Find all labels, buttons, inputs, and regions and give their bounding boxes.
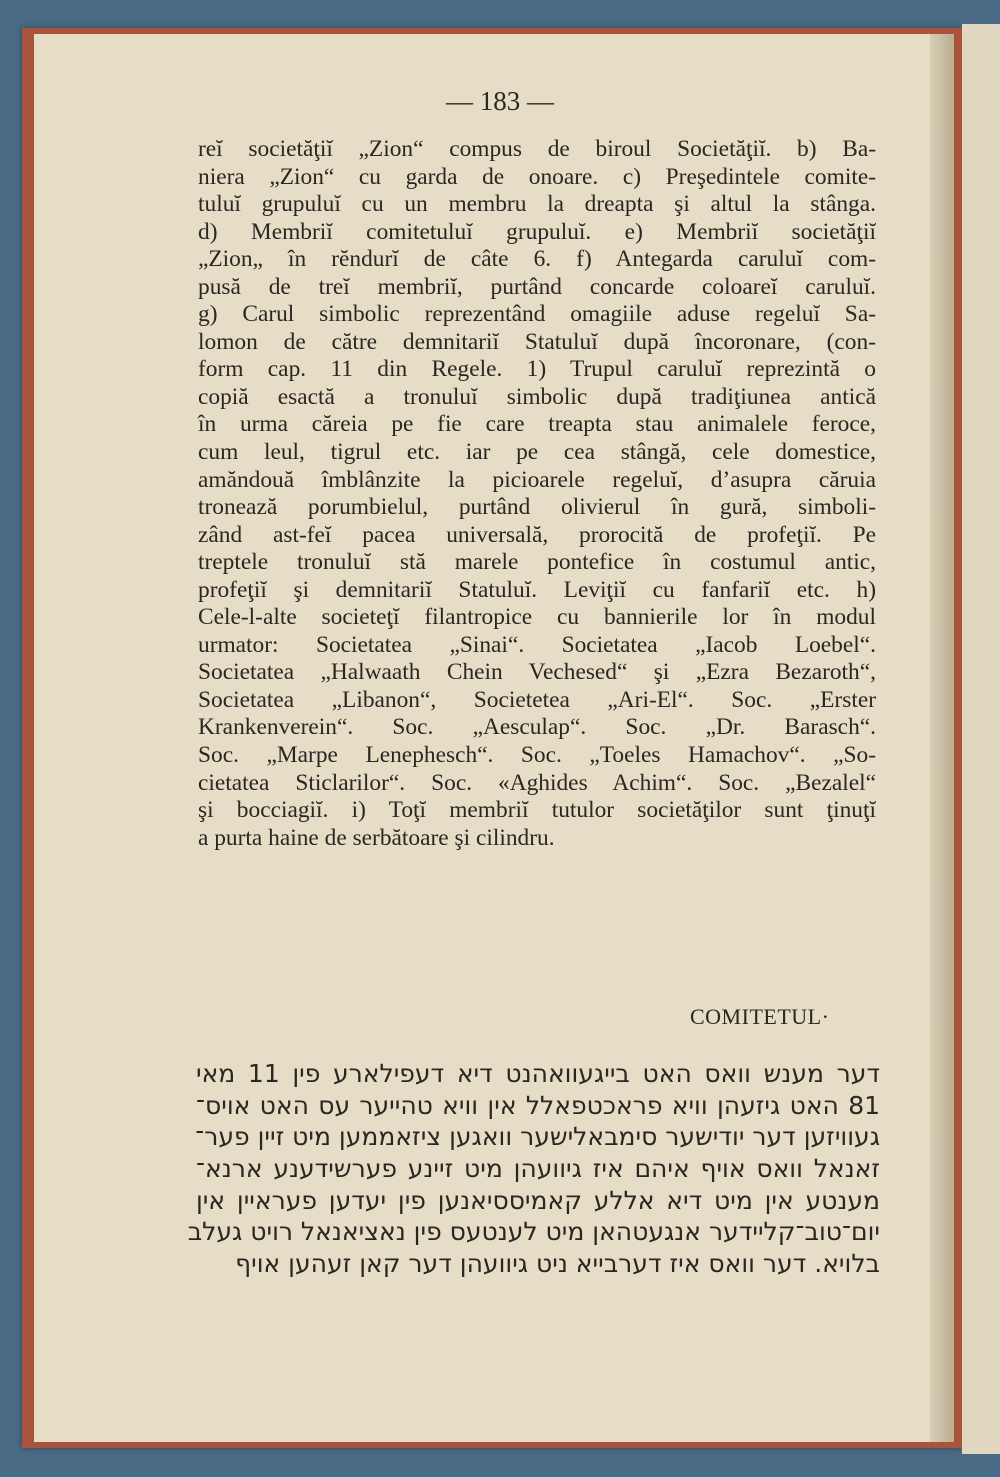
text-line: דער מענש וואס האט בייגעוואהנט דיא דעפילארע פין 11 מאי <box>196 1059 880 1088</box>
text-line: d) Membriĭ comitetuluĭ grupuluĭ. e) Membriĭ societăţiĭ <box>198 218 876 245</box>
text-line: zând ast-feĭ pacea universală, prorocită de profeţiĭ. Pe <box>198 521 876 548</box>
page-gutter <box>930 34 954 1442</box>
text-line: געוויזען דער יודישער סימבאלישער וואגען ציזאממען מיט זיין פער־ <box>195 1122 880 1152</box>
text-line: urmator: Societatea „Sinai“. Societatea „Iacob Loebel“. <box>198 631 876 658</box>
text-line: Societatea „Libanon“, Societetea „Ari-El“. Soc. „Erster <box>198 686 876 713</box>
text-line: 81 האט גיזעהן וויא פראכטפאלל אין וויא טהייער עס האט אויס־ <box>196 1090 880 1120</box>
page-number: — 183 — <box>446 86 554 116</box>
text-line: Societatea „Halwaath Chein Vechesed“ şi „Ezra Bezaroth“, <box>198 659 876 686</box>
romanian-paragraph <box>198 136 876 852</box>
signature-comitetul: COMITETUL· <box>690 1004 830 1029</box>
text-line: יום־טוב־קליידער אנגעטהאן מיט לענטעס פין נאציאנאל רויט געלב <box>187 1217 880 1247</box>
text-line: amăndouă îmblânzite la picioarele regeluĭ, d’asupra căruia <box>198 466 876 493</box>
text-line: şi bocciagiĭ. i) Toţĭ membriĭ tutulor societăţilor sunt ţinuţĭ <box>198 797 876 824</box>
text-line: lomon de către demnitariĭ Statuluĭ după încoronare, (con- <box>198 328 876 355</box>
text-line: tronează porumbielul, purtând olivierul în gură, simboli- <box>198 494 876 521</box>
text-line: a purta haine de serbătoare şi cilindru. <box>198 824 555 851</box>
text-line: form cap. 11 din Regele. 1) Trupul caruluĭ reprezintă o <box>198 356 876 383</box>
text-line: copiă esactă a tronuluĭ simbolic după tradiţiunea antică <box>198 383 876 410</box>
text-line: Cele-l-alte societeţĭ filantropice cu bannierile lor în modul <box>198 604 876 631</box>
text-line: מענטע אין מיט דיא אללע קאמיססיאנען פין יעדען פעראיין אין <box>196 1185 880 1215</box>
text-line: cietatea Sticlarilor“. Soc. «Aghides Achim“. Soc. „Bezalel“ <box>198 769 876 796</box>
text-line: g) Carul simbolic reprezentând omagiile aduse regeluĭ Sa- <box>198 301 876 328</box>
facing-page-edge <box>962 24 1000 1454</box>
yiddish-paragraph <box>187 1058 880 1280</box>
text-line: זאנאל וואס אויף איהם איז גיוועהן מיט זיינע פערשידענע ארנא־ <box>196 1154 880 1184</box>
text-line: Soc. „Marpe Lenephesch“. Soc. „Toeles Hamachov“. „So- <box>198 742 876 769</box>
text-line: „Zion„ în rĕndurĭ de câte 6. f) Antegarda caruluĭ com- <box>198 246 876 273</box>
text-line: reĭ societăţiĭ „Zion“ compus de biroul Societăţiĭ. b) Ba- <box>198 136 876 162</box>
text-line: pusă de treĭ membriĭ, purtând concarde coloareĭ caruluĭ. <box>198 273 876 300</box>
text-line: profeţiĭ şi demnitariĭ Statuluĭ. Leviţiĭ cu fanfariĭ etc. h) <box>198 576 876 603</box>
text-line: בלויא. דער וואס איז דערבייא ניט גיוועהן דער קאן זעהען אויף <box>235 1249 880 1279</box>
text-line: treptele tronuluĭ stă marele pontefice în costumul antic, <box>198 549 876 576</box>
text-line: Krankenverein“. Soc. „Aesculap“. Soc. „Dr. Barasch“. <box>198 714 876 741</box>
text-line: cum leul, tigrul etc. iar pe cea stângă, cele domestice, <box>198 439 876 466</box>
text-line: tuluĭ grupuluĭ cu un membru la dreapta şi altul la stânga. <box>198 191 876 218</box>
text-line: niera „Zion“ cu garda de onoare. c) Preşedintele comite- <box>198 163 876 190</box>
text-line: în urma căreia pe fie care treapta stau animalele feroce, <box>198 411 876 438</box>
